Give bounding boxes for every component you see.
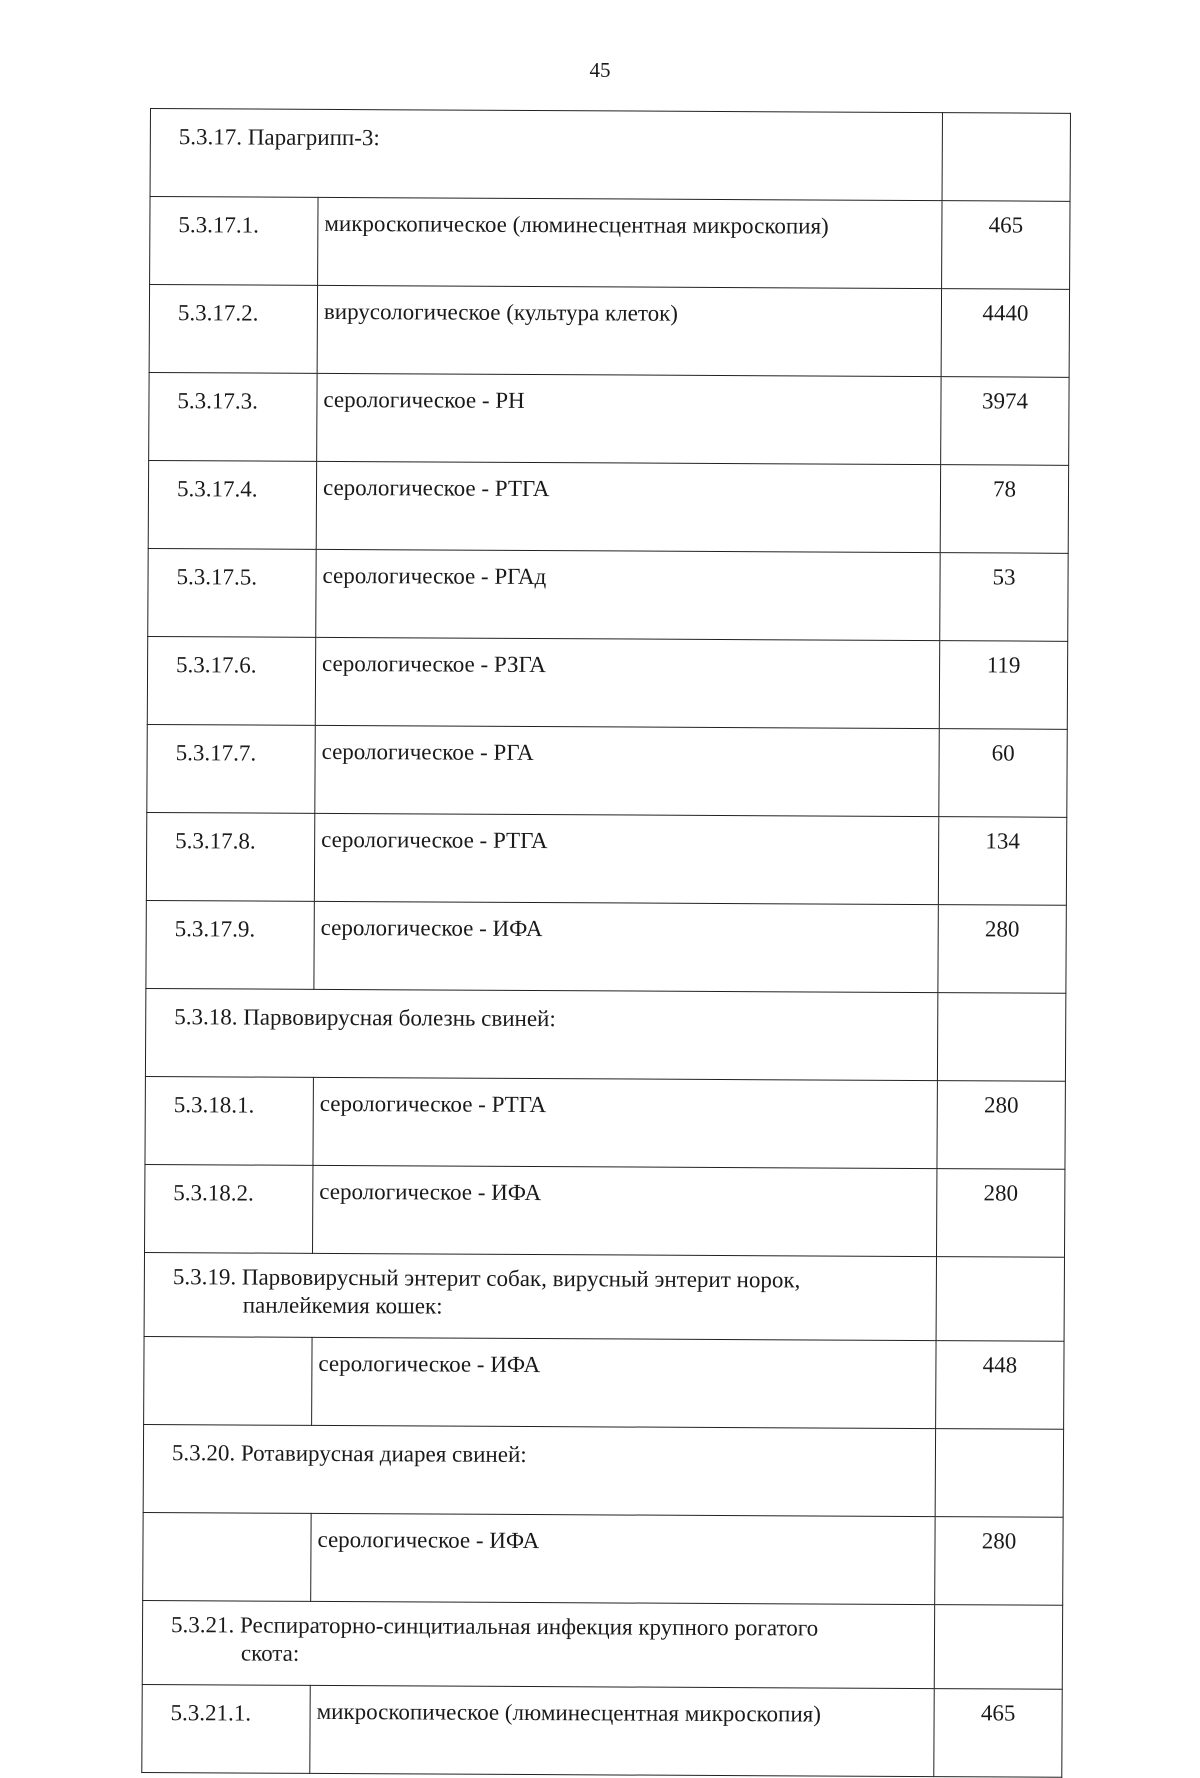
section-heading-text-continued: скота: <box>240 1640 300 1666</box>
item-code: 5.3.17.5. <box>148 548 316 637</box>
item-price: 60 <box>939 729 1067 818</box>
item-code <box>143 1512 311 1601</box>
item-price: 448 <box>936 1341 1064 1430</box>
item-method: вирусологическое (культура клеток) <box>317 285 941 376</box>
item-code: 5.3.17.3. <box>149 372 317 461</box>
section-heading-row <box>142 1600 1062 1689</box>
table-row <box>150 197 1070 290</box>
section-heading-row <box>150 109 1070 202</box>
table-row <box>142 1684 1062 1777</box>
section-heading-text: 5.3.17. Парагрипп-3: <box>178 124 380 151</box>
table-row <box>147 636 1067 729</box>
section-heading-row <box>145 988 1065 1081</box>
item-code: 5.3.21.1. <box>142 1684 310 1773</box>
table-row <box>147 724 1067 817</box>
item-method: серологическое - ИФА <box>311 1513 935 1604</box>
section-price-cell <box>934 1605 1062 1690</box>
page-number: 45 <box>589 58 611 82</box>
price-table <box>141 108 1071 1778</box>
section-price-cell <box>936 1257 1064 1342</box>
item-price: 465 <box>942 201 1070 290</box>
section-heading-row <box>143 1424 1063 1517</box>
item-price: 3974 <box>941 377 1069 466</box>
section-heading-row <box>144 1252 1064 1341</box>
item-code: 5.3.17.2. <box>149 285 317 374</box>
table-row <box>146 812 1066 905</box>
item-code: 5.3.17.6. <box>147 636 315 725</box>
item-method: серологическое - ИФА <box>314 901 938 992</box>
table-row <box>145 1164 1065 1257</box>
item-method: серологическое - РН <box>317 373 941 464</box>
table-row <box>144 1336 1064 1429</box>
table-row <box>149 372 1069 465</box>
item-method: серологическое - ИФА <box>313 1165 937 1256</box>
item-code <box>144 1336 312 1425</box>
section-heading-text-continued: панлейкемия кошек: <box>242 1292 443 1319</box>
section-heading-cell <box>143 1424 935 1516</box>
item-code: 5.3.17.4. <box>148 460 316 549</box>
item-code: 5.3.17.9. <box>146 900 314 989</box>
price-table-body <box>142 109 1071 1778</box>
item-method: серологическое - РТГА <box>314 813 938 904</box>
item-method: серологическое - РТГА <box>316 461 940 552</box>
item-price: 53 <box>940 553 1068 642</box>
section-heading-text: 5.3.19. Парвовирусный энтерит собак, вирусный энтерит норок, <box>172 1264 801 1293</box>
item-method: серологическое - РТГА <box>313 1077 937 1168</box>
item-code: 5.3.18.2. <box>145 1164 313 1253</box>
item-price: 465 <box>934 1689 1062 1778</box>
table-row <box>145 1076 1065 1169</box>
item-price: 4440 <box>941 289 1069 378</box>
section-price-cell <box>937 993 1065 1082</box>
item-method: серологическое - ИФА <box>312 1337 936 1428</box>
section-heading-cell <box>145 988 937 1080</box>
item-price: 280 <box>938 905 1066 994</box>
item-method: серологическое - РГАд <box>316 549 940 640</box>
item-method: микроскопическое (люминесцентная микроскопия) <box>318 197 942 288</box>
section-price-cell <box>942 113 1070 202</box>
item-code: 5.3.17.8. <box>146 812 314 901</box>
item-price: 280 <box>935 1517 1063 1606</box>
table-row <box>148 460 1068 553</box>
section-price-cell <box>935 1429 1063 1518</box>
item-code: 5.3.17.1. <box>150 197 318 286</box>
section-heading-text: 5.3.21. Респираторно-синцитиальная инфекция крупного рогатого <box>170 1612 819 1641</box>
table-row <box>143 1512 1063 1605</box>
item-method: серологическое - РГА <box>315 725 939 816</box>
item-code: 5.3.17.7. <box>147 724 315 813</box>
section-heading-cell <box>144 1252 936 1340</box>
item-price: 119 <box>939 641 1067 730</box>
item-method: микроскопическое (люминесцентная микроскопия) <box>310 1685 934 1776</box>
item-method: серологическое - РЗГА <box>315 637 939 728</box>
item-price: 78 <box>940 465 1068 554</box>
section-heading-cell <box>150 109 942 201</box>
item-price: 134 <box>938 817 1066 906</box>
section-heading-text: 5.3.18. Парвовирусная болезнь свиней: <box>174 1004 556 1032</box>
table-row <box>148 548 1068 641</box>
table-row <box>146 900 1066 993</box>
item-price: 280 <box>937 1081 1065 1170</box>
table-row <box>149 285 1069 378</box>
item-price: 280 <box>936 1169 1064 1258</box>
section-heading-cell <box>142 1600 934 1688</box>
item-code: 5.3.18.1. <box>145 1076 313 1165</box>
section-heading-text: 5.3.20. Ротавирусная диарея свиней: <box>171 1440 527 1467</box>
